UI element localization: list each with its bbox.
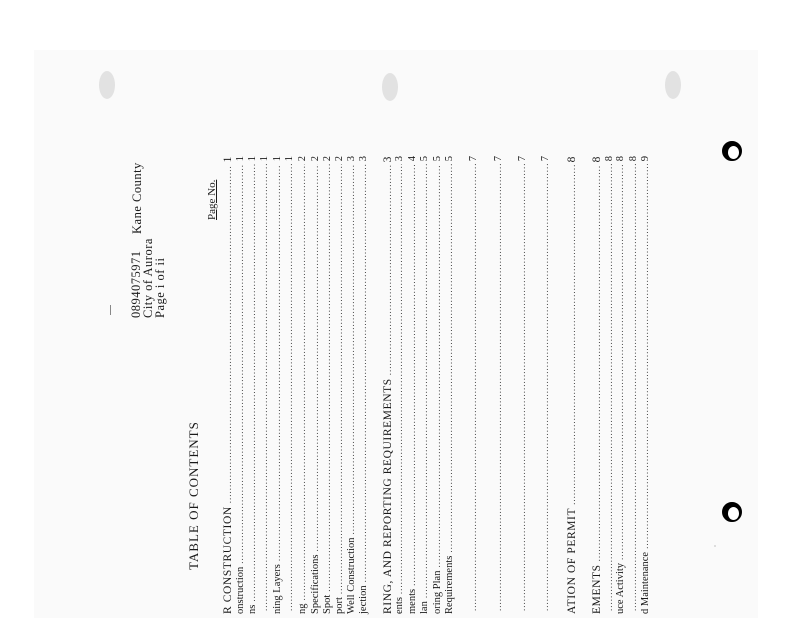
toc-entry [284, 154, 295, 618]
toc-leader-dots [297, 164, 307, 600]
permit-page: Page i of ii [153, 257, 167, 318]
binder-ring-bottom-icon [722, 502, 742, 522]
toc-entry-title: port [334, 597, 345, 614]
toc-entry-page: 1 [272, 156, 283, 162]
scan-speck [714, 545, 716, 547]
toc-entry-page: 7 [468, 156, 479, 162]
toc-entry-title: ns [247, 604, 258, 614]
toc-entry-title: ents [394, 597, 405, 614]
toc-entry-title: d Maintenance [640, 551, 651, 614]
page-number-heading: Page No. [206, 179, 218, 220]
toc-leader-dots [247, 164, 257, 601]
toc-entry-title: Specifications [310, 554, 321, 614]
toc-entry [493, 154, 504, 618]
toc-entry-page: 2 [297, 156, 308, 162]
toc-entry-page: 5 [419, 156, 430, 162]
toc-entry [247, 154, 258, 618]
toc-entry [358, 154, 369, 618]
punch-hole-middle [382, 73, 398, 101]
toc-leader-dots [640, 164, 650, 549]
toc-entry-page: 7 [517, 156, 528, 162]
toc-entry-title: uce Activity [615, 562, 626, 614]
punch-hole-left [99, 71, 115, 99]
toc-leader-dots [592, 165, 602, 561]
toc-entry [407, 154, 418, 618]
toc-entry [394, 154, 405, 618]
toc-entry-page: 3 [346, 156, 357, 162]
toc-entry-page: 2 [322, 156, 333, 162]
toc-entry [615, 154, 626, 618]
toc-leader-dots [540, 164, 550, 611]
toc-entry-title: ng [297, 603, 308, 614]
toc-leader-dots [310, 164, 320, 551]
toc-leader-dots [493, 164, 503, 611]
toc-leader-dots [468, 164, 478, 611]
toc-entry-page: 8 [628, 156, 639, 162]
toc-entry-page: 7 [493, 156, 504, 162]
toc-entry-page: 8 [591, 156, 603, 163]
toc-entry [382, 154, 394, 618]
toc-leader-dots [346, 164, 356, 534]
toc-leader-dots [272, 164, 282, 561]
toc-leader-dots [223, 165, 233, 503]
toc-entry-page: 8 [615, 156, 626, 162]
toc-entry [272, 154, 283, 618]
toc-entry [444, 154, 455, 618]
toc-leader-dots [322, 164, 332, 591]
toc-leader-dots [235, 164, 245, 564]
toc-entry-title: Well Construction [346, 537, 357, 614]
toc-entry [604, 154, 615, 618]
toc-leader-dots [358, 164, 368, 582]
toc-entry-page: 9 [640, 156, 651, 162]
toc-entry-page: 3 [382, 156, 394, 163]
toc-leader-dots [284, 164, 294, 611]
toc-leader-dots [407, 164, 417, 586]
toc-leader-dots [517, 164, 527, 611]
permit-city: City of Aurora [141, 238, 155, 318]
toc-leader-dots [567, 165, 577, 505]
toc-leader-dots [628, 164, 638, 611]
toc-entry-page: 2 [334, 156, 345, 162]
toc-leader-dots [444, 164, 454, 552]
toc-entry [432, 154, 443, 618]
toc-leader-dots [615, 164, 625, 560]
toc-entry-page: 3 [394, 156, 405, 162]
toc-entry [640, 154, 651, 618]
permit-header [130, 238, 166, 318]
rotated-page-content [100, 148, 660, 618]
toc-entry-title: lan [419, 601, 430, 614]
toc-entry [346, 154, 357, 618]
toc-entry-title: Requirements [444, 555, 455, 614]
toc-entry-title: jection [358, 585, 369, 614]
toc-entry-page: 7 [540, 156, 551, 162]
page-title: TABLE OF CONTENTS [186, 421, 201, 570]
toc-entry [334, 154, 345, 618]
toc-leader-dots [259, 164, 269, 611]
toc-entry-page: 3 [358, 156, 369, 162]
toc-entry [222, 154, 234, 618]
toc-entry-title: ning Layers [272, 564, 283, 614]
toc-leader-dots [432, 164, 442, 567]
toc-entry-title: RING, AND REPORTING REQUIREMENTS [382, 378, 394, 614]
toc-entry [419, 154, 430, 618]
toc-entry-page: 5 [444, 156, 455, 162]
toc-entry [628, 154, 639, 618]
permit-county: Kane County [130, 162, 144, 234]
toc-entry [235, 154, 246, 618]
toc-entry [517, 154, 528, 618]
toc-entry-page: 1 [284, 156, 295, 162]
toc-entry-title: Spot [322, 594, 333, 614]
toc-entry-page: 1 [235, 156, 246, 162]
toc-entry-page: 4 [407, 156, 418, 162]
toc-entry-page: 1 [247, 156, 258, 162]
toc-leader-dots [383, 165, 393, 375]
toc-entry [259, 154, 270, 618]
binder-ring-top-icon [722, 141, 742, 161]
toc-entry-title: ments [407, 588, 418, 614]
toc-leader-dots [419, 164, 429, 598]
toc-entry [591, 154, 603, 618]
toc-leader-dots [604, 164, 614, 611]
toc-entry-page: 2 [310, 156, 321, 162]
toc-entry [310, 154, 321, 618]
toc-entry [566, 154, 578, 618]
toc-entry-page: 5 [432, 156, 443, 162]
punch-hole-right [665, 71, 681, 99]
toc-entry-page: 1 [222, 156, 234, 163]
toc-entry-page: 1 [259, 156, 270, 162]
toc-entry [468, 154, 479, 618]
toc-leader-dots [394, 164, 404, 594]
toc-entry-title: EMENTS [591, 564, 603, 614]
toc-leader-dots [334, 164, 344, 594]
toc-entry [322, 154, 333, 618]
toc-entry-title: ATION OF PERMIT [566, 507, 578, 614]
toc-entry-page: 8 [604, 156, 615, 162]
toc-entry-title: R CONSTRUCTION [222, 506, 234, 614]
toc-entry [540, 154, 551, 618]
toc-entry-page: 8 [566, 156, 578, 163]
toc-entry-title: onstruction [235, 566, 246, 614]
toc-entry-title: oring Plan [432, 570, 443, 614]
permit-number: 0894075971 [129, 250, 143, 318]
toc-entry [297, 154, 308, 618]
